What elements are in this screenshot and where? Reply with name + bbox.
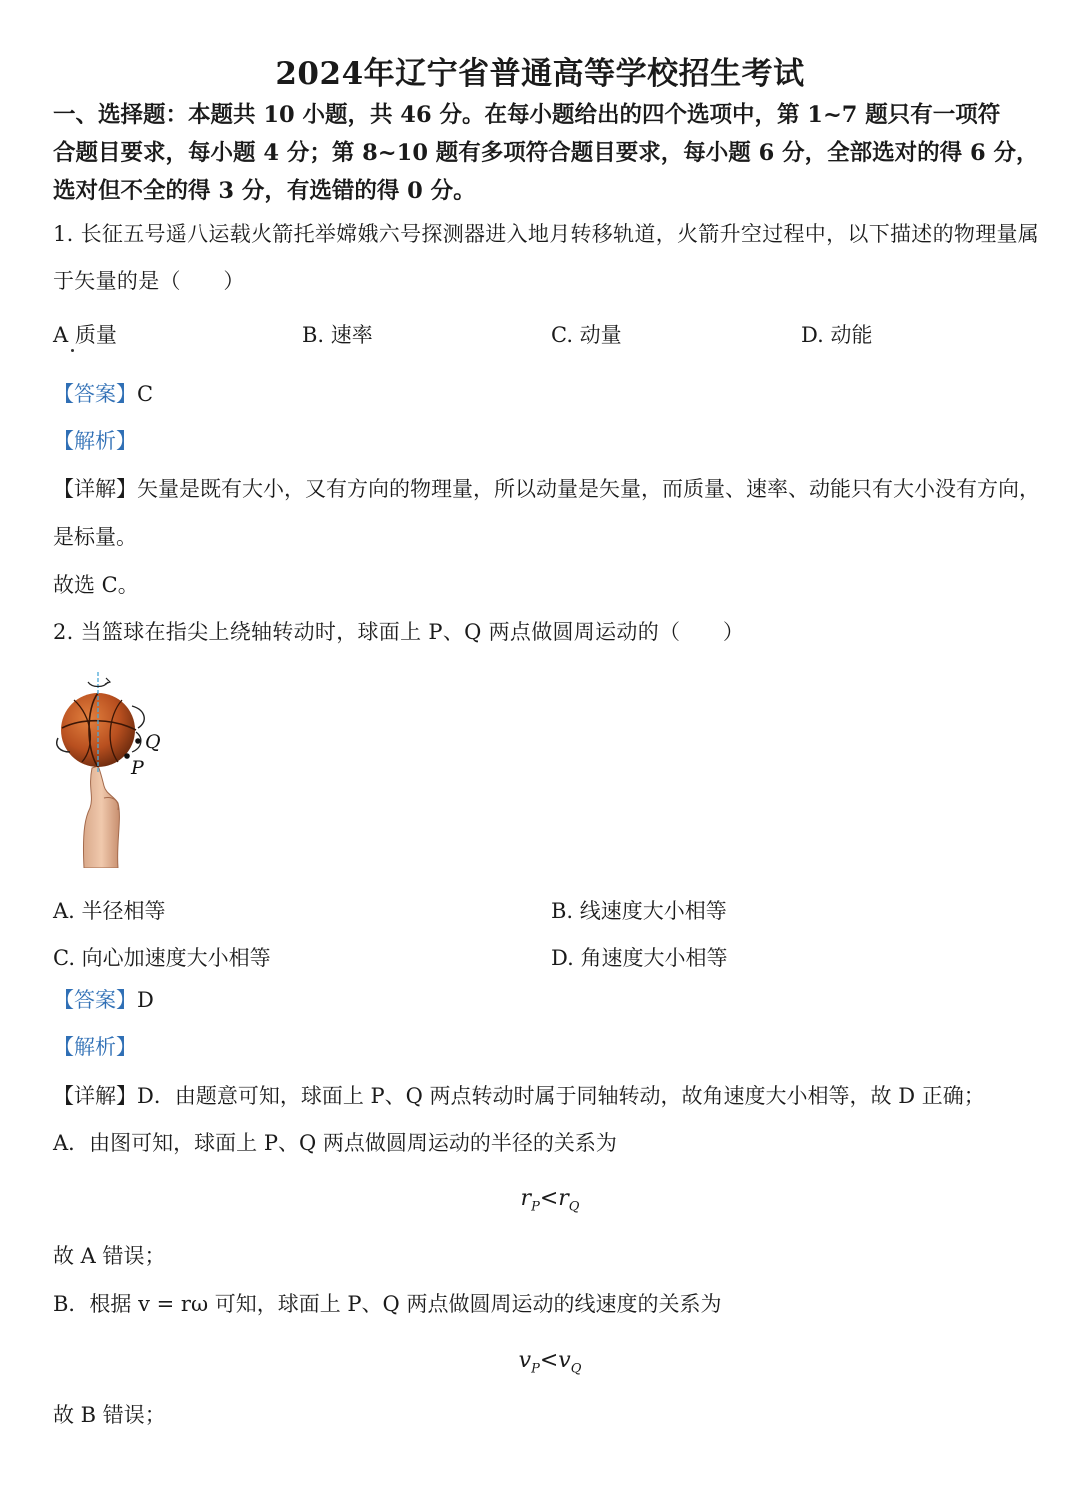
answer-tag: 【答案】 xyxy=(53,382,137,406)
rotation-arrow-icon xyxy=(105,678,110,684)
point-q-marker xyxy=(135,738,141,744)
question-2-a-explanation: A．由图可知，球面上 P、Q 两点做圆周运动的半径的关系为 xyxy=(53,1131,617,1155)
section-instructions-line-3: 选对但不全的得 3 分，有选错的得 0 分。 xyxy=(53,178,476,204)
question-2-option-a: A. 半径相等 xyxy=(53,899,166,923)
detail-text: 矢量是既有大小，又有方向的物理量，所以动量是矢量，而质量、速率、动能只有大小没有方向， xyxy=(137,477,1040,501)
question-2-option-b: B. 线速度大小相等 xyxy=(551,899,727,923)
answer-value: D xyxy=(137,988,154,1012)
formula-2-lhs-sub: P xyxy=(531,1361,540,1377)
question-2-detail-line-1 xyxy=(53,1086,985,1107)
page-title: 2024年辽宁省普通高等学校招生考试 xyxy=(275,56,805,92)
point-p-label: P xyxy=(131,757,144,779)
question-2-b-conclusion: 故 B 错误； xyxy=(53,1403,166,1427)
formula-1-op: < xyxy=(539,1186,559,1211)
detail-tag: 【详解】 xyxy=(53,1084,137,1108)
question-1-option-a: A 质量 xyxy=(53,323,117,347)
question-1-analysis-tag: 【解析】 xyxy=(53,429,137,453)
formula-1-lhs-sub: P xyxy=(531,1199,540,1215)
basketball-spinning-figure xyxy=(52,668,170,868)
answer-value: C xyxy=(137,382,154,406)
detail-tag: 【详解】 xyxy=(53,477,137,501)
question-1-stem-line-1: 1. 长征五号遥八运载火箭托举嫦娥六号探测器进入地月转移轨道，火箭升空过程中，以下描述的物理量属 xyxy=(53,222,1040,246)
detail-text: D．由题意可知，球面上 P、Q 两点转动时属于同轴转动，故角速度大小相等，故 D 正确； xyxy=(137,1084,985,1108)
question-1-option-c: C. 动量 xyxy=(551,323,622,347)
question-2-a-conclusion: 故 A 错误； xyxy=(53,1244,166,1268)
point-q-label: Q xyxy=(145,731,161,753)
formula-1-rhs-sub: Q xyxy=(568,1199,580,1215)
formula-2-rhs-sub: Q xyxy=(570,1361,582,1377)
formula-radius-relation xyxy=(0,1186,1080,1214)
question-2-option-c: C. 向心加速度大小相等 xyxy=(53,946,271,970)
question-2-b-explanation: B．根据 v = rω 可知，球面上 P、Q 两点做圆周运动的线速度的关系为 xyxy=(53,1292,722,1316)
option-a-dot xyxy=(71,349,74,352)
question-1-detail-line-1 xyxy=(53,479,1040,500)
formula-velocity-relation xyxy=(0,1348,1080,1376)
question-1-detail-line-2: 是标量。 xyxy=(53,525,137,549)
answer-tag: 【答案】 xyxy=(53,988,137,1012)
question-2-analysis-tag: 【解析】 xyxy=(53,1035,137,1059)
formula-2-rhs: v xyxy=(558,1348,571,1373)
formula-1-rhs: r xyxy=(558,1186,569,1211)
question-1-stem-line-2: 于矢量的是（ ） xyxy=(53,269,245,293)
section-instructions-line-1: 一、选择题：本题共 10 小题，共 46 分。在每小题给出的四个选项中，第 1~7 题只有一项符 xyxy=(53,102,1001,128)
formula-2-lhs: v xyxy=(518,1348,532,1373)
formula-1-lhs: r xyxy=(520,1186,532,1211)
question-1-conclusion: 故选 C。 xyxy=(53,573,139,597)
section-instructions-line-2: 合题目要求，每小题 4 分；第 8~10 题有多项符合题目要求，每小题 6 分，全部选对的得 6 分， xyxy=(53,140,1039,166)
question-2-stem: 2. 当篮球在指尖上绕轴转动时，球面上 P、Q 两点做圆周运动的（ ） xyxy=(53,620,745,644)
question-1-option-b: B. 速率 xyxy=(302,323,373,347)
question-1-answer xyxy=(53,384,153,405)
point-p-marker xyxy=(124,753,130,759)
question-1-option-d: D. 动能 xyxy=(801,323,873,347)
question-2-option-d: D. 角速度大小相等 xyxy=(551,946,728,970)
formula-2-op: < xyxy=(539,1348,559,1373)
question-2-answer xyxy=(53,990,154,1011)
finger-shape xyxy=(83,766,119,868)
